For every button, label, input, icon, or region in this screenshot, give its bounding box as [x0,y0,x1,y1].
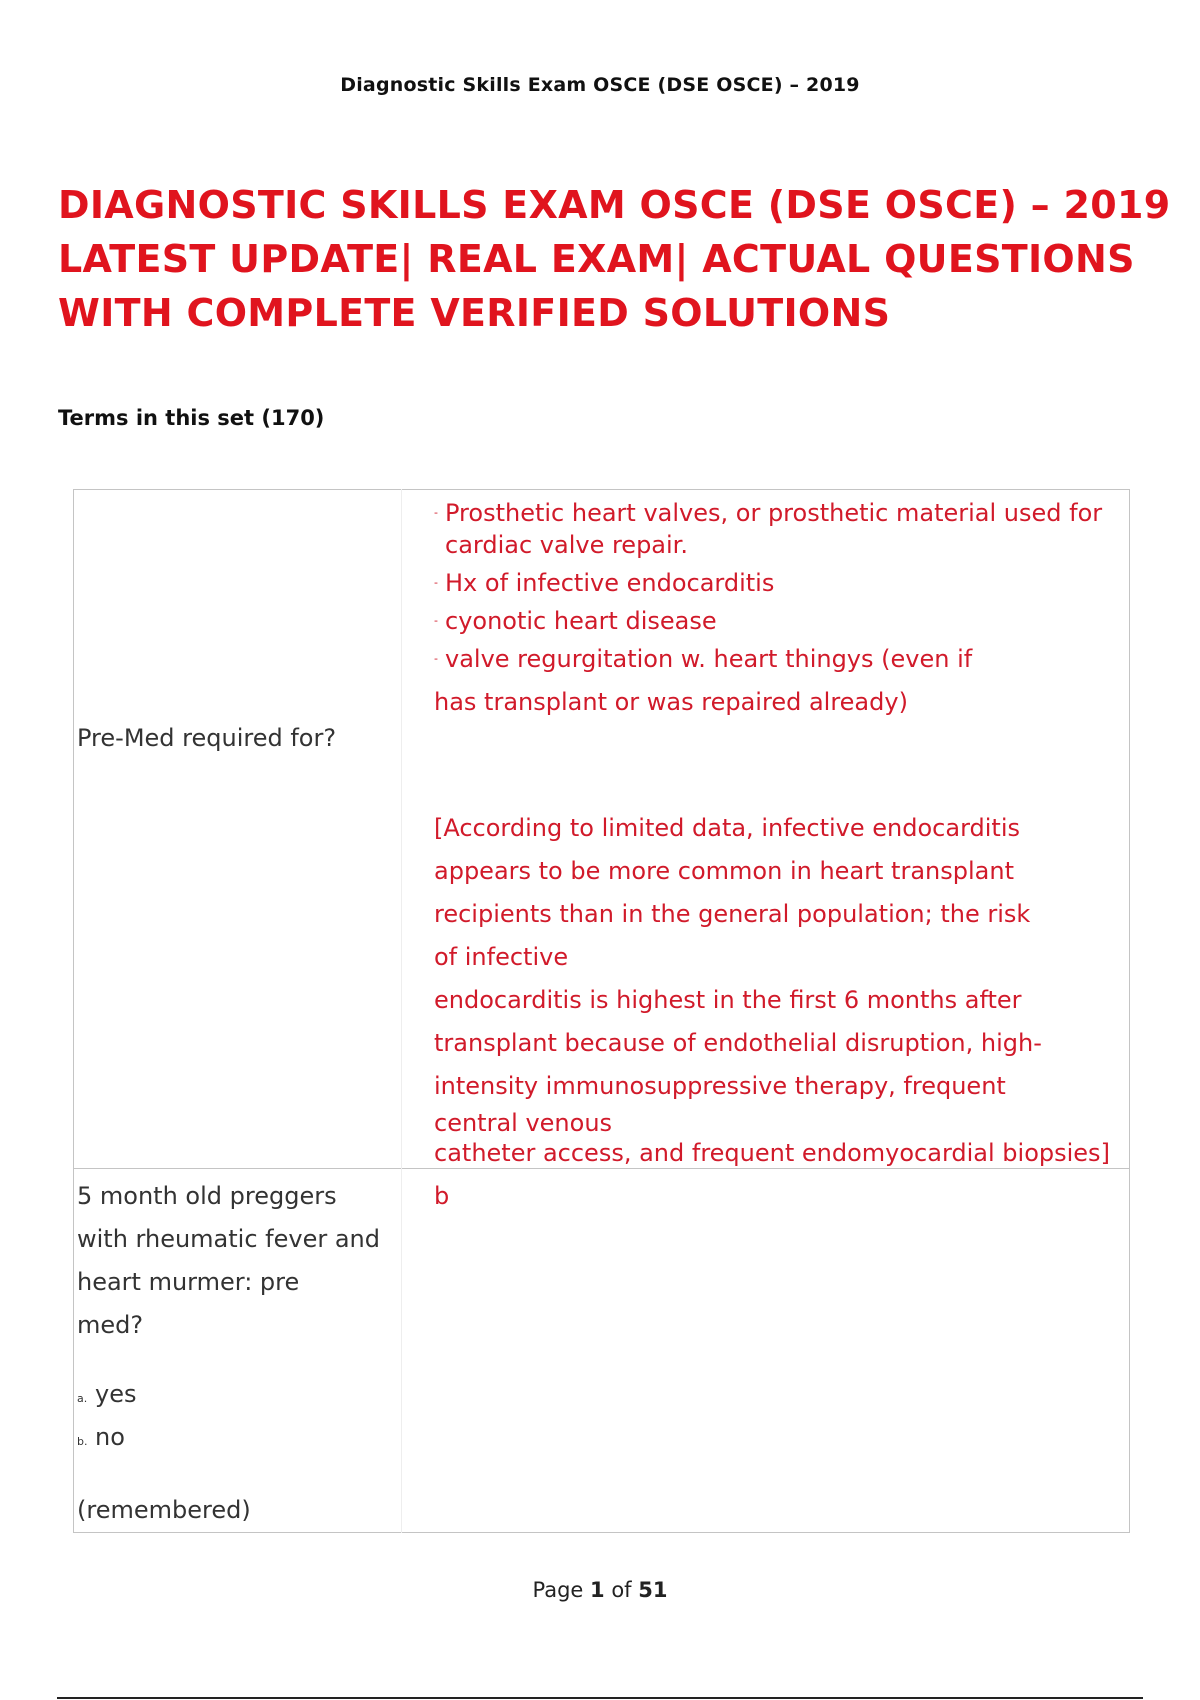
answer-text: b [434,1182,450,1210]
option-label: b. [77,1435,88,1448]
page-number [0,1578,1200,1602]
list-item [434,567,1129,599]
title-line: LATEST UPDATE| REAL EXAM| ACTUAL QUESTIONS [58,237,1135,281]
title-line: WITH COMPLETE VERIFIED SOLUTIONS [58,291,891,335]
running-header: Diagnostic Skills Exam OSCE (DSE OSCE) – 2019 [340,74,860,96]
page-current: 1 [590,1578,605,1602]
option-text: yes [95,1380,137,1408]
question-line: med? [77,1311,144,1339]
table-row [74,1169,1130,1533]
note-line: recipients than in the general population; the risk [434,900,1031,928]
list-item-text: valve regurgitation w. heart thingys (even if [445,645,973,673]
option-text: no [95,1423,125,1451]
note-line: appears to be more common in heart transplant [434,857,1014,885]
question-tag: (remembered) [77,1496,251,1524]
definition-cell [402,1169,1130,1533]
question-line: with rheumatic fever and [77,1225,380,1253]
list-item-text: Prosthetic heart valves, or prosthetic material used for cardiac valve repair. [445,499,1103,559]
dash-bullet-icon: - [434,614,438,627]
definition-continuation: has transplant or was repaired already) [434,688,908,716]
dash-bullet-icon: - [434,652,438,665]
list-item-text: Hx of infective endocarditis [445,569,775,597]
term-cell [74,1169,402,1533]
answer-option [77,1375,401,1418]
list-item-text: cyonotic heart disease [445,607,717,635]
list-item [434,497,1129,561]
bottom-divider [57,1697,1143,1699]
note-line: catheter access, and frequent endomyocardial biopsies] [434,1139,1110,1167]
note-line: transplant because of endothelial disruption, high- [434,1029,1042,1057]
page-total: 51 [638,1578,668,1602]
of-word: of [611,1578,632,1602]
list-item [434,643,1129,675]
note-line: of infective [434,943,569,971]
question-line: 5 month old preggers [77,1182,337,1210]
note-line: [According to limited data, infective endocarditis [434,814,1021,842]
flashcard-table [73,489,1130,1533]
dash-bullet-icon: - [434,576,438,589]
note-line: intensity immunosuppressive therapy, frequent [434,1072,1006,1100]
note-line: endocarditis is highest in the first 6 months after [434,986,1022,1014]
title-line: DIAGNOSTIC SKILLS EXAM OSCE (DSE OSCE) – 2019 [58,183,1171,227]
note-line: central venous [434,1109,613,1137]
document-title [58,178,1171,340]
page-word: Page [532,1578,584,1602]
definition-note [434,807,1129,1168]
option-label: a. [77,1392,88,1405]
term-text: Pre-Med required for? [77,724,337,752]
term-cell [74,490,402,1169]
list-item [434,605,1129,637]
question-line: heart murmer: pre [77,1268,300,1296]
terms-count-heading: Terms in this set (170) [58,406,325,430]
dash-bullet-icon: - [434,506,438,519]
answer-option [77,1418,401,1461]
table-row [74,490,1130,1169]
definition-cell [402,490,1130,1169]
